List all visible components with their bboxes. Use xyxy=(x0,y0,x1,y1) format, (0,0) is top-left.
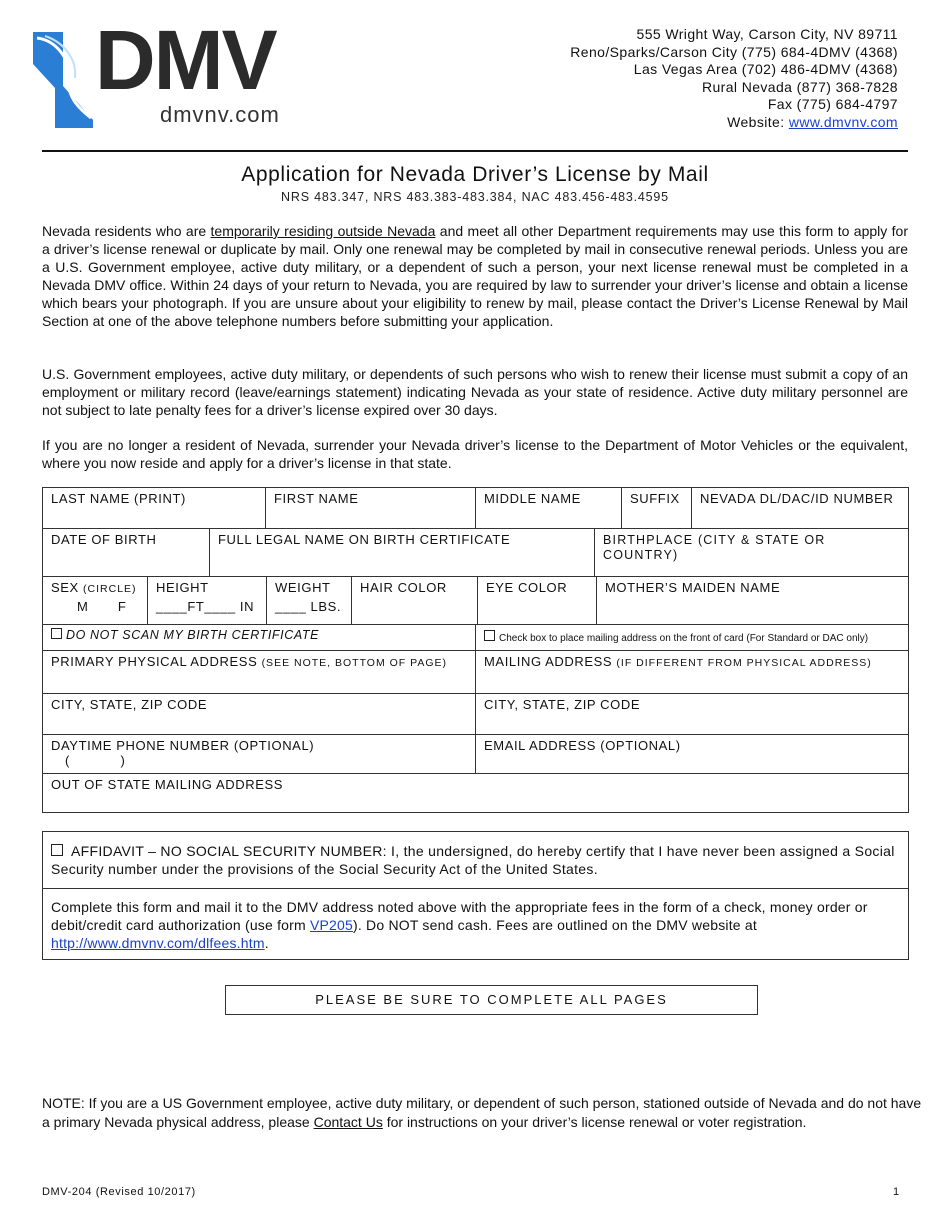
city-state-zip-field-1[interactable] xyxy=(43,694,476,735)
mailing-address-label: MAILING ADDRESS xyxy=(484,654,613,669)
birth-info-row xyxy=(42,528,909,577)
bottom-note xyxy=(42,1094,922,1131)
maiden-name-field[interactable] xyxy=(597,577,909,625)
primary-address-label: PRIMARY PHYSICAL ADDRESS xyxy=(51,654,258,669)
email-field[interactable] xyxy=(476,735,909,774)
birthplace-label: BIRTHPLACE (CITY & STATE OR COUNTRY) xyxy=(603,533,826,562)
mailing-address-note: (IF DIFFERENT FROM PHYSICAL ADDRESS) xyxy=(616,657,872,669)
hair-label: HAIR COLOR xyxy=(360,580,447,595)
mail-text-c: . xyxy=(264,935,269,951)
eye-color-field[interactable] xyxy=(478,577,597,625)
front-card-label: Check box to place mailing address on the front of card (For Standard or DAC only) xyxy=(499,633,869,644)
dl-number-label: NEVADA DL/DAC/ID NUMBER xyxy=(700,491,894,506)
weight-field[interactable] xyxy=(267,577,352,625)
sex-options: M F xyxy=(77,599,127,614)
applicant-form-table xyxy=(42,487,909,529)
contact-website xyxy=(570,114,898,132)
eye-label: EYE COLOR xyxy=(486,580,568,595)
city-state-zip-label-1: CITY, STATE, ZIP CODE xyxy=(51,697,208,712)
dl-number-field[interactable] xyxy=(692,488,909,529)
affidavit-divider xyxy=(43,888,908,889)
contact-us-link[interactable]: Contact Us xyxy=(313,1113,383,1130)
birthplace-field[interactable] xyxy=(595,529,909,577)
contact-rural-phone: Rural Nevada (877) 368-7828 xyxy=(701,78,898,95)
no-scan-checkbox[interactable] xyxy=(51,628,62,639)
mail-text-b: ). Do NOT send cash. Fees are outlined on the DMV website at xyxy=(353,917,757,933)
middle-name-label: MIDDLE NAME xyxy=(484,491,581,506)
height-blank: ____FT____ IN xyxy=(156,599,255,614)
out-of-state-address-field[interactable] xyxy=(43,774,909,813)
dob-label: DATE OF BIRTH xyxy=(51,532,157,547)
suffix-field[interactable] xyxy=(622,488,692,529)
page-title: Application for Nevada Driver’s License by Mail xyxy=(241,163,709,186)
p1-text-a: Nevada residents who are xyxy=(42,223,211,239)
suffix-label: SUFFIX xyxy=(630,491,680,506)
note-text-b: for instructions on your driver’s license renewal or voter registration. xyxy=(382,1113,807,1130)
front-card-checkbox[interactable] xyxy=(484,630,495,641)
city-state-zip-field-2[interactable] xyxy=(476,694,909,735)
eligibility-paragraph xyxy=(42,222,908,330)
complete-all-pages-banner: PLEASE BE SURE TO COMPLETE ALL PAGES xyxy=(225,985,758,1015)
page-number: 1 xyxy=(893,1186,900,1198)
p1-underline: temporarily residing outside Nevada xyxy=(210,223,436,239)
dob-field[interactable] xyxy=(43,529,210,577)
city-state-zip-label-2: CITY, STATE, ZIP CODE xyxy=(484,697,641,712)
sex-field[interactable] xyxy=(43,577,148,625)
website-link[interactable]: www.dmvnv.com xyxy=(788,113,898,130)
phone-field[interactable] xyxy=(43,735,476,774)
legal-name-field[interactable] xyxy=(210,529,595,577)
p1-text-b: and meet all other Department requirements may use this form to apply for a driver’s license renewal or duplicate by mail. Only one renewal may be completed by mail in consecutive renewal periods. Unless you are a U.S. Government employee, active duty military, or a dependent of such a person, your next license renewal must be completed in a Nevada DMV office. Within 24 days of your return to Nevada, you are required by law to surrender your driver’s license and obtain a license which bears your photograph. If you are unsure about your eligibility to renew by mail, please contact the Driver’s License Renewal by Mail Section at one of the above telephone numbers before submitting your application. xyxy=(42,223,908,329)
sex-note: (CIRCLE) xyxy=(83,583,137,595)
phone-label: DAYTIME PHONE NUMBER (OPTIONAL) xyxy=(51,738,315,753)
website-label: Website: xyxy=(727,113,789,130)
phone-blank: ( ) xyxy=(65,753,126,768)
note-text-a: NOTE: If you are a US Government employee, active duty military, or dependent of such person, stationed outside of Nevada and do not have a primary Nevada physical address, please xyxy=(42,1095,922,1130)
hair-color-field[interactable] xyxy=(352,577,478,625)
fees-link[interactable]: http://www.dmvnv.com/dlfees.htm xyxy=(51,935,265,951)
physical-info-row xyxy=(42,576,909,625)
height-field[interactable] xyxy=(148,577,267,625)
out-of-state-label: OUT OF STATE MAILING ADDRESS xyxy=(51,777,284,792)
contact-vegas-phone: Las Vegas Area (702) 486-4DMV (4368) xyxy=(633,61,898,78)
first-name-label: FIRST NAME xyxy=(274,491,359,506)
primary-address-note: (SEE NOTE, BOTTOM OF PAGE) xyxy=(261,657,448,669)
maiden-label: MOTHER’S MAIDEN NAME xyxy=(605,580,781,595)
middle-name-field[interactable] xyxy=(476,488,622,529)
header-divider xyxy=(42,150,908,152)
primary-address-field[interactable] xyxy=(43,651,476,694)
affidavit-checkbox[interactable] xyxy=(51,844,63,856)
mail-text-a: Complete this form and mail it to the DMV address noted above with the appropriate fees in the form of a check, money order or debit/credit card authorization (use form xyxy=(51,899,868,933)
sex-label: SEX xyxy=(51,580,79,595)
dmv-logo xyxy=(33,13,353,129)
no-scan-label: DO NOT SCAN MY BIRTH CERTIFICATE xyxy=(66,628,320,642)
mailing-address-field[interactable] xyxy=(476,651,909,694)
contact-reno-phone: Reno/Sparks/Carson City (775) 684-4DMV (4368) xyxy=(570,43,898,60)
height-label: HEIGHT xyxy=(156,580,209,595)
weight-blank: ____ LBS. xyxy=(275,599,342,614)
last-name-label: LAST NAME (PRINT) xyxy=(51,491,186,506)
legal-name-label: FULL LEGAL NAME ON BIRTH CERTIFICATE xyxy=(218,532,511,547)
nevada-road-logo-icon xyxy=(33,28,95,128)
affidavit-text xyxy=(51,842,899,878)
contact-address: 555 Wright Way, Carson City, NV 89711 xyxy=(636,26,898,42)
contact-block xyxy=(570,26,898,132)
email-label: EMAIL ADDRESS (OPTIONAL) xyxy=(484,738,681,753)
mail-instructions xyxy=(51,898,899,952)
logo-site: dmvnv.com xyxy=(160,102,280,127)
contact-fax: Fax (775) 684-4797 xyxy=(767,96,898,113)
non-resident-paragraph: If you are no longer a resident of Nevada, surrender your Nevada driver’s license to the Department of Motor Vehicles or the equivalent, where you now reside and apply for a driver’s license in that state. xyxy=(42,437,908,471)
affidavit-box xyxy=(42,831,909,960)
first-name-field[interactable] xyxy=(266,488,476,529)
logo-wordmark: DMV xyxy=(95,13,276,107)
affidavit-body: I, the undersigned, do hereby certify that I have never been assigned a Social Security number under the provisions of the Social Security Act of the United States. xyxy=(51,843,895,877)
front-card-checkbox-row[interactable] xyxy=(476,625,909,651)
address-table xyxy=(42,624,909,813)
vp205-link[interactable]: VP205 xyxy=(309,917,354,933)
military-paragraph: U.S. Government employees, active duty military, or dependents of such persons who wish to renew their license must submit a copy of an employment or military record (leave/earnings statement) indicating Nevada as your state of residence. Active duty military personnel are not subject to late penalty fees for a driver’s license expired over 30 days. xyxy=(42,366,908,418)
last-name-field[interactable] xyxy=(43,488,266,529)
form-identifier: DMV-204 (Revised 10/2017) xyxy=(42,1186,196,1198)
weight-label: WEIGHT xyxy=(275,580,331,595)
affidavit-heading: AFFIDAVIT – NO SOCIAL SECURITY NUMBER: xyxy=(71,843,387,859)
statute-reference: NRS 483.347, NRS 483.383-483.384, NAC 483.456-483.4595 xyxy=(281,190,669,204)
no-scan-checkbox-row[interactable] xyxy=(43,625,476,651)
